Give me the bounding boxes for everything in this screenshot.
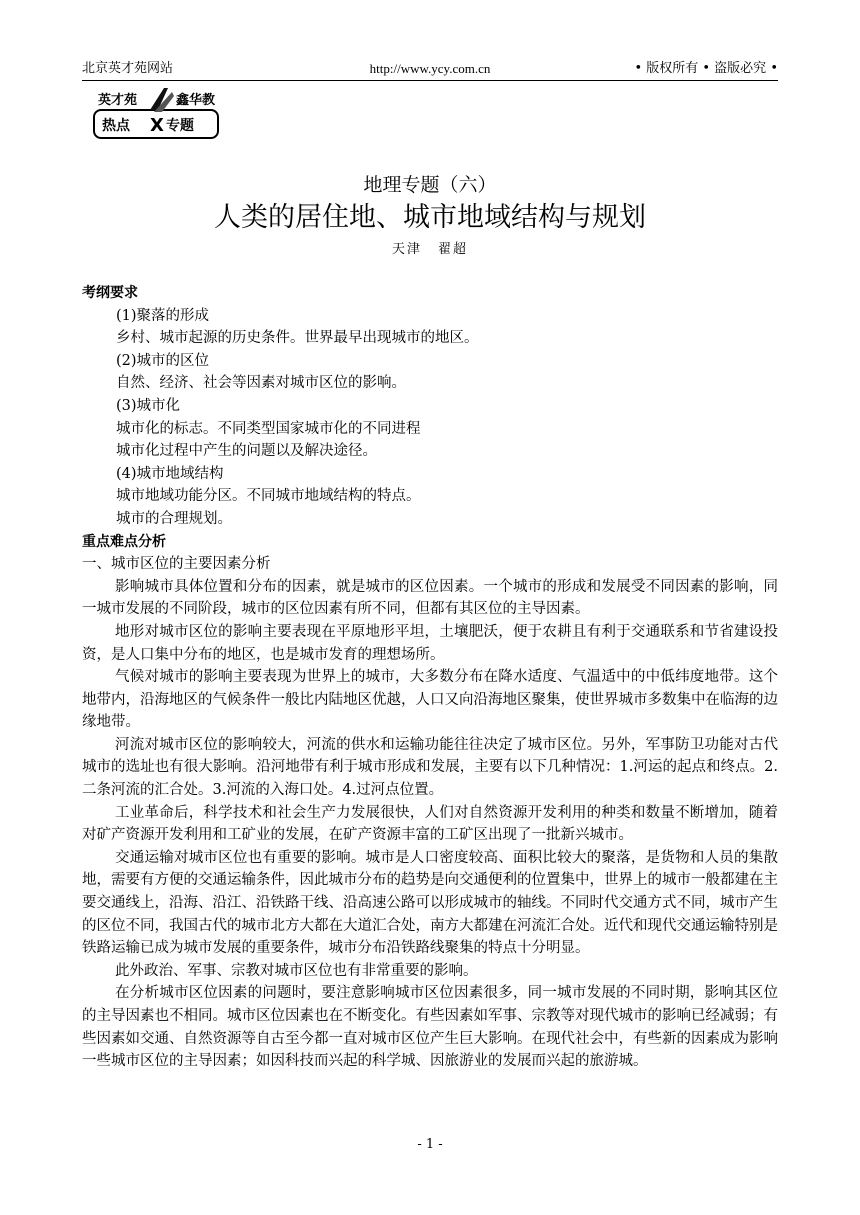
syllabus-item: (2)城市的区位	[116, 352, 210, 369]
syllabus-item: 城市地域功能分区。不同城市地域结构的特点。	[116, 488, 421, 505]
syllabus-item: (1)聚落的形成	[116, 307, 210, 324]
author-name: 翟超	[438, 242, 469, 257]
syllabus-item: 城市化过程中产生的问题以及解决途径。	[116, 443, 377, 460]
analysis-heading: 重点难点分析	[82, 533, 166, 550]
paragraph: 影响城市具体位置和分布的因素，就是城市的区位因素。一个城市的形成和发展受不同因素的影响，同一城市发展的不同阶段，城市的区位因素有所不同，但都有其区位的主导因素。	[82, 578, 778, 618]
page-number: - 1 -	[417, 1137, 443, 1152]
page-title: 人类的居住地、城市地域结构与规划	[214, 202, 646, 233]
paragraph: 工业革命后，科学技术和社会生产力发展很快，人们对自然资源开发利用的种类和数量不断增加，随着对矿产资源开发利用和工矿业的发展，在矿产资源丰富的工矿区出现了一批新兴城市。	[82, 804, 778, 844]
syllabus-item: (3)城市化	[116, 397, 181, 414]
syllabus-heading: 考纲要求	[82, 285, 138, 301]
logo-text-zhuanti: 专题	[166, 118, 194, 134]
header-rights: • 版权所有 • 盗版必究 •	[634, 61, 778, 76]
author	[0, 241, 860, 259]
page-header	[82, 58, 778, 81]
subtitle: 地理专题（六）	[363, 174, 497, 196]
header-url: http://www.ycy.com.cn	[369, 61, 491, 76]
paragraph: 交通运输对城市区位也有重要的影响。城市是人口密度较高、面积比较大的聚落，是货物和人员的集散地，需要有方便的交通运输条件，因此城市分布的趋势是向交通便利的位置集中，世界上的城市一般都建在主要交通线上，沿海、沿江、沿铁路干线、沿高速公路可以形成城市的轴线。不同时代交通方式不同，城市产生的区位不同，我国古代的城市北方大都在大道汇合处，南方大都建在河流汇合处。近代和现代交通运输特别是铁路运输已成为城市发展的重要条件，城市分布沿铁路线聚集的特点十分明显。	[82, 849, 778, 957]
syllabus-item: 乡村、城市起源的历史条件。世界最早出现城市的地区。	[116, 330, 479, 347]
paragraph: 气候对城市的影响主要表现为世界上的城市，大多数分布在降水适度、气温适中的中低纬度地带。这个地带内，沿海地区的气候条件一般比内陆地区优越，人口又向沿海地区聚集，使世界城市多数集中在临海的边缘地带。	[82, 669, 778, 731]
paragraph: 此外政治、军事、宗教对城市区位也有非常重要的影响。	[115, 962, 478, 979]
header-site-name: 北京英才苑网站	[82, 61, 174, 76]
part-title: 一、城市区位的主要因素分析	[82, 556, 271, 573]
syllabus-item: 城市的合理规划。	[116, 510, 232, 527]
logo-text-yingcaiyuan: 英才苑	[98, 93, 138, 108]
paragraph: 地形对城市区位的影响主要表现在平原地形平坦，土壤肥沃，便于农耕且有利于交通联系和节省建设投资，是人口集中分布的地区，也是城市发育的理想场所。	[82, 623, 778, 663]
logo-x-mark: X	[150, 115, 164, 136]
paragraph: 在分析城市区位因素的问题时，要注意影响城市区位因素很多，同一城市发展的不同时期，影响其区位的主导因素也不相同。城市区位因素也在不断变化。有些因素如军事、宗教等对现代城市的影响已经减弱；有些因素如交通、自然资源等自古至今都一直对城市区位产生巨大影响。在现代社会中，有些新的因素成为影响一些城市区位的主导因素；如因科技而兴起的科学城、因旅游业的发展而兴起的旅游城。	[82, 985, 778, 1070]
author-city: 天津	[391, 242, 422, 257]
logo-text-redian: 热点	[102, 118, 130, 134]
article-body	[82, 282, 778, 1073]
syllabus-item: (4)城市地域结构	[116, 465, 224, 482]
logo-text-xinhuajiao: 鑫华教	[176, 93, 216, 108]
syllabus-item: 城市化的标志。不同类型国家城市化的不同进程	[116, 420, 421, 437]
logo	[92, 86, 220, 140]
paragraph: 河流对城市区位的影响较大，河流的供水和运输功能往往决定了城市区位。另外，军事防卫功能对古代城市的选址也有很大影响。沿河地带有利于城市形成和发展，主要有以下几种情况：1.河运的起点和终点。2.二条河流的汇合处。3.河流的入海口处。4.过河点位置。	[82, 736, 778, 799]
syllabus-item: 自然、经济、社会等因素对城市区位的影响。	[116, 375, 406, 392]
